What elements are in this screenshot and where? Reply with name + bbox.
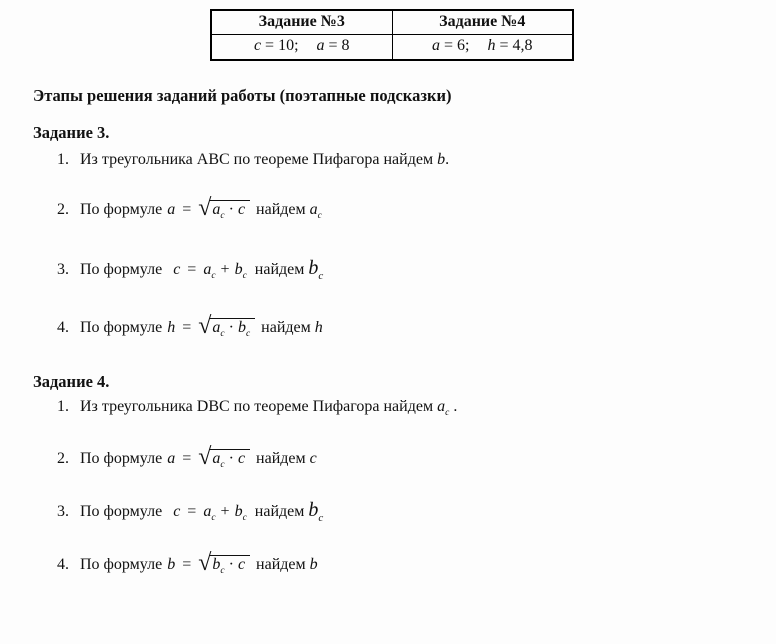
term <box>203 502 216 524</box>
item-number: 3. <box>57 502 69 520</box>
section-title-task3: Задание 3. <box>33 123 110 142</box>
radicand <box>209 555 250 577</box>
item-number: 4. <box>57 555 69 573</box>
variable: a <box>212 201 221 219</box>
variable: b <box>212 555 221 573</box>
subscript: c <box>445 408 450 419</box>
term <box>203 260 216 281</box>
text: Из треугольника ABC по теореме Пифагора найдем <box>80 151 434 168</box>
formula-lhs: c <box>173 260 181 278</box>
text: . <box>449 398 458 416</box>
item-text <box>80 549 776 577</box>
list-item <box>57 312 776 339</box>
text: По формуле <box>80 260 163 278</box>
subscript: c <box>220 211 225 222</box>
sqrt-expression: $√a_c \cdot b_c$ <box>198 318 255 337</box>
equals-sign: = <box>182 201 192 219</box>
equals-sign: = <box>187 502 197 520</box>
table-header-task4: Задание №4 <box>392 10 573 35</box>
list-item <box>57 195 776 222</box>
result-variable <box>310 556 318 573</box>
list-item <box>57 398 776 419</box>
subscript: c <box>242 513 247 524</box>
sqrt-expression: $√b_c \cdot c$ <box>198 555 250 574</box>
sqrt-expression: $√a_c \cdot c$ <box>198 449 250 468</box>
subscript: c <box>317 211 322 222</box>
text: найдем <box>256 449 306 467</box>
radicand <box>209 200 250 222</box>
variable: b <box>234 502 243 520</box>
equals-sign: = <box>187 260 197 278</box>
item-number: 2. <box>57 449 69 467</box>
page-heading: Этапы решения заданий работы (поэтапные подсказки) <box>33 86 452 105</box>
multiply-dot: · <box>228 201 234 219</box>
item-number: 3. <box>57 260 69 278</box>
result-variable: a <box>437 398 446 416</box>
item-number: 2. <box>57 201 69 219</box>
term <box>212 449 225 470</box>
formula-lhs: a <box>167 201 176 219</box>
variable: b <box>308 256 319 279</box>
multiply-dot: · <box>228 318 234 336</box>
formula-lhs: a <box>167 449 176 467</box>
variable: c <box>309 449 317 467</box>
subscript: c <box>242 270 247 281</box>
item-number: 1. <box>57 151 69 168</box>
list-item <box>57 499 776 522</box>
sqrt-expression: $√a_c \cdot c$ <box>198 200 250 219</box>
subscript: c <box>220 566 225 577</box>
text: По формуле <box>80 502 163 520</box>
text: По формуле <box>80 555 163 573</box>
result-variable <box>308 256 324 282</box>
text: найдем <box>254 502 305 520</box>
variable: c <box>237 449 246 467</box>
text: найдем <box>256 201 306 219</box>
term <box>238 450 245 467</box>
term <box>237 318 251 339</box>
item-text <box>80 312 776 339</box>
list-item <box>57 549 776 577</box>
text: Из треугольника DBC по теореме Пифагора найдем <box>80 398 434 416</box>
item-text <box>80 195 776 222</box>
subscript: c <box>318 269 324 282</box>
text: найдем <box>254 260 305 278</box>
list-item <box>57 257 776 280</box>
value-text: = 4,8 <box>499 37 533 54</box>
variable: a <box>203 502 212 520</box>
result-variable: b <box>437 151 446 168</box>
text: найдем <box>261 318 311 336</box>
equals-sign: = <box>182 449 192 467</box>
variable: a <box>316 37 325 54</box>
subscript: c <box>220 459 225 470</box>
formula-lhs: h <box>167 318 176 336</box>
formula-lhs: c <box>173 502 181 520</box>
item-text <box>80 151 776 169</box>
subscript: c <box>220 328 225 339</box>
section-title-task4: Задание 4. <box>33 372 110 392</box>
text: По формуле <box>80 449 163 467</box>
result-variable <box>315 319 323 336</box>
equals-sign: = <box>182 318 192 336</box>
variable: c <box>253 37 262 54</box>
variable: b <box>237 318 246 336</box>
variable: c <box>237 555 246 573</box>
term <box>238 201 245 218</box>
variable: a <box>309 201 318 219</box>
term <box>234 502 247 524</box>
equals-sign: = <box>182 555 192 573</box>
tasks-table <box>210 9 574 61</box>
table-cell-task4-values <box>392 35 573 61</box>
table-cell-task3-values <box>211 35 392 61</box>
list-item <box>57 151 776 169</box>
variable: b <box>234 260 243 278</box>
variable: a <box>432 37 440 54</box>
radicand <box>209 318 255 337</box>
variable: a <box>212 449 221 467</box>
variable: a <box>212 318 221 336</box>
text: найдем <box>256 555 306 573</box>
item-text <box>80 398 776 419</box>
item-text <box>80 499 776 522</box>
variable: b <box>308 498 319 521</box>
plus-sign: + <box>220 502 230 520</box>
value-text: = 8 <box>328 37 350 54</box>
result-variable <box>310 450 317 467</box>
term <box>234 260 247 281</box>
subscript: c <box>245 328 251 339</box>
term <box>212 201 225 222</box>
multiply-dot: · <box>228 555 234 573</box>
variable: a <box>203 260 212 278</box>
variable: c <box>237 201 246 219</box>
term <box>212 555 225 577</box>
plus-sign: + <box>220 260 230 278</box>
text: . <box>445 151 450 168</box>
multiply-dot: · <box>228 449 234 467</box>
variable: b <box>309 555 318 573</box>
list-item <box>57 443 776 470</box>
result-variable <box>308 498 324 524</box>
item-number: 4. <box>57 318 69 336</box>
radicand <box>209 449 250 468</box>
formula-lhs: b <box>167 555 176 573</box>
result-variable <box>309 201 322 222</box>
table-header-task3: Задание №3 <box>211 10 392 35</box>
value-text: = 10; <box>265 37 299 54</box>
table-values-row <box>211 35 573 61</box>
value-text: = 6; <box>444 37 470 54</box>
subscript: c <box>211 513 216 524</box>
subscript: c <box>318 511 324 524</box>
variable: h <box>314 318 323 336</box>
item-text <box>80 443 776 470</box>
table-header-row <box>211 10 573 35</box>
term <box>238 556 245 573</box>
variable: h <box>487 37 496 54</box>
term <box>212 318 225 339</box>
text: По формуле <box>80 318 163 336</box>
subscript: c <box>211 270 216 281</box>
item-text <box>80 257 776 280</box>
text: По формуле <box>80 201 163 219</box>
item-number: 1. <box>57 398 69 416</box>
